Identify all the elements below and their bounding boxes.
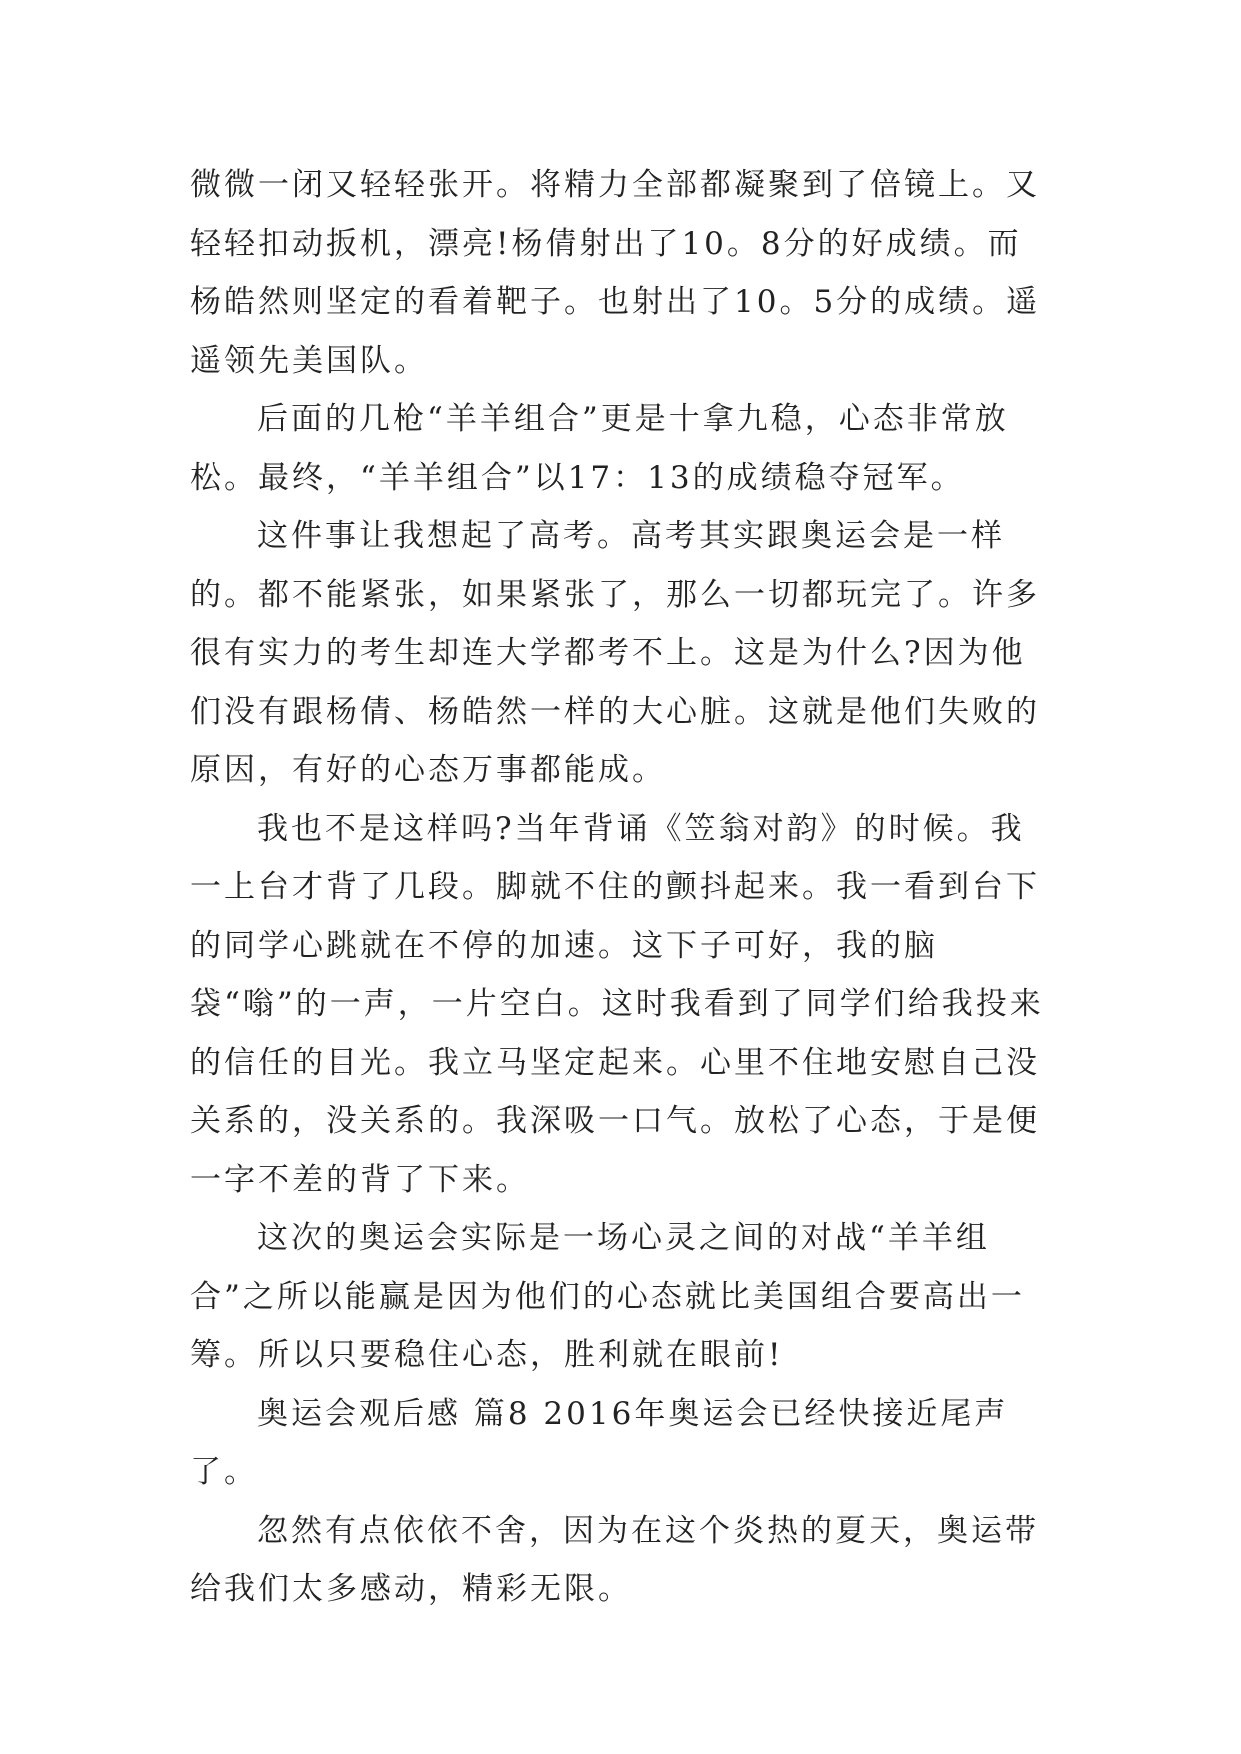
document-body (190, 156, 1050, 1619)
paragraph: 奥运会观后感 篇8 2016年奥运会已经快接近尾声了。 (190, 1395, 1009, 1490)
paragraph: 这次的奥运会实际是一场心灵之间的对战“羊羊组合”之所以能赢是因为他们的心态就比美国组合要高出一筹。所以只要稳住心态，胜利就在眼前! (190, 1220, 1025, 1373)
paragraph: 后面的几枪“羊羊组合”更是十拿九稳，心态非常放松。最终，“羊羊组合”以17：13的成绩稳夺冠军。 (190, 401, 1009, 496)
paragraph: 这件事让我想起了高考。高考其实跟奥运会是一样的。都不能紧张，如果紧张了，那么一切都玩完了。许多很有实力的考生却连大学都考不上。这是为什么?因为他们没有跟杨倩、杨皓然一样的大心脏。这就是他们失败的原因，有好的心态万事都能成。 (190, 518, 1040, 788)
paragraph: 我也不是这样吗?当年背诵《笠翁对韵》的时候。我一上台才背了几段。脚就不住的颤抖起来。我一看到台下的同学心跳就在不停的加速。这下子可好，我的脑袋“嗡”的一声，一片空白。这时我看到了同学们给我投来的信任的目光。我立马坚定起来。心里不住地安慰自己没关系的，没关系的。我深吸一口气。放松了心态，于是便一字不差的背了下来。 (190, 810, 1044, 1198)
paragraph: 微微一闭又轻轻张开。将精力全部都凝聚到了倍镜上。又轻轻扣动扳机，漂亮!杨倩射出了10。8分的好成绩。而杨皓然则坚定的看着靶子。也射出了10。5分的成绩。遥遥领先美国队。 (190, 167, 1041, 379)
paragraph: 忽然有点依依不舍，因为在这个炎热的夏天，奥运带给我们太多感动，精彩无限。 (190, 1512, 1039, 1607)
